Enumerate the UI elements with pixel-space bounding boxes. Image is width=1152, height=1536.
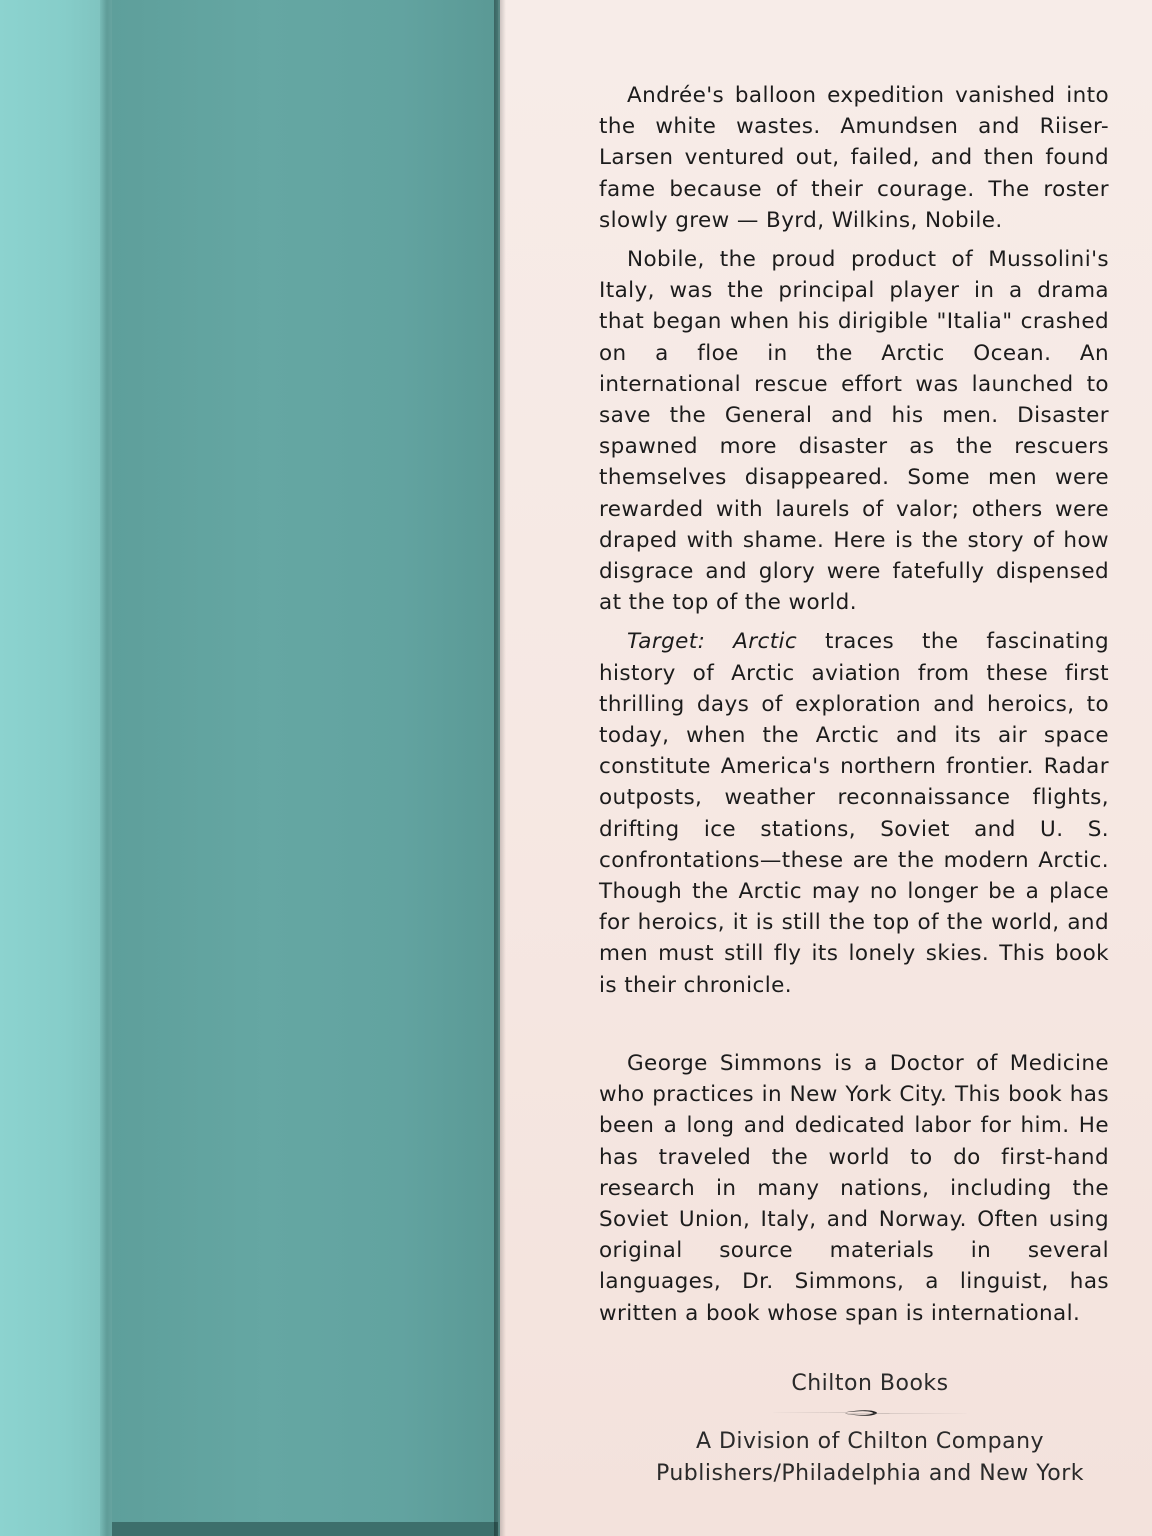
publisher-location: Publishers/Philadelphia and New York — [655, 1461, 1085, 1486]
publisher-division: A Division of Chilton Company — [695, 1429, 1045, 1454]
flap-description — [599, 80, 1109, 1001]
description-paragraph-3 — [599, 626, 1109, 1000]
ornamental-rule-icon — [765, 1408, 975, 1418]
author-bio — [599, 1048, 1109, 1329]
book-board-cover — [112, 0, 498, 1536]
description-paragraph-1: Andrée's balloon expedition vanished into the white wastes. Amundsen and Riiser-Larsen ventured out, failed, and then found fame because of their courage. The roster slowly grew — Byrd, Wilkins, Nobile. — [599, 83, 1109, 233]
author-bio-text: George Simmons is a Doctor of Medicine who practices in New York City. This book has been a long and dedicated labor for him. He has traveled the world to do first-hand research in many nations, including the Soviet Union, Italy, and Norway. Often using original source materials in several languages, Dr. Simmons, a linguist, has written a book whose span is international. — [599, 1051, 1109, 1326]
publisher-block — [640, 1368, 1100, 1490]
description-paragraph-3-text: traces the fascinating history of Arctic aviation from these first thrilling days of exploration and heroics, to today, when the Arctic and its air space constitute America's northern frontier. Radar outposts, weather reconnaissance flights, drifting ice stations, Soviet and U. S. confrontations—these are the modern Arctic. Though the Arctic may no longer be a place for heroics, it is still the top of the world, and men must still fly its lonely skies. This book is their chronicle. — [599, 629, 1109, 998]
description-paragraph-2: Nobile, the proud product of Mussolini's Italy, was the principal player in a drama that began when his dirigible "Italia" crashed on a floe in the Arctic Ocean. An international rescue effort was launched to save the General and his men. Disaster spawned more disaster as the rescuers themselves disappeared. Some men were rewarded with laurels of valor; others were draped with shame. Here is the story of how disgrace and glory were fatefully dispensed at the top of the world. — [599, 247, 1109, 616]
dust-jacket-edge — [0, 0, 108, 1536]
board-bottom-edge — [112, 1522, 498, 1536]
book-title-italic: Target: Arctic — [627, 629, 798, 655]
flap-edge-shadow — [494, 0, 506, 1536]
publisher-imprint: Chilton Books — [791, 1371, 949, 1396]
jacket-flap — [500, 0, 1152, 1536]
